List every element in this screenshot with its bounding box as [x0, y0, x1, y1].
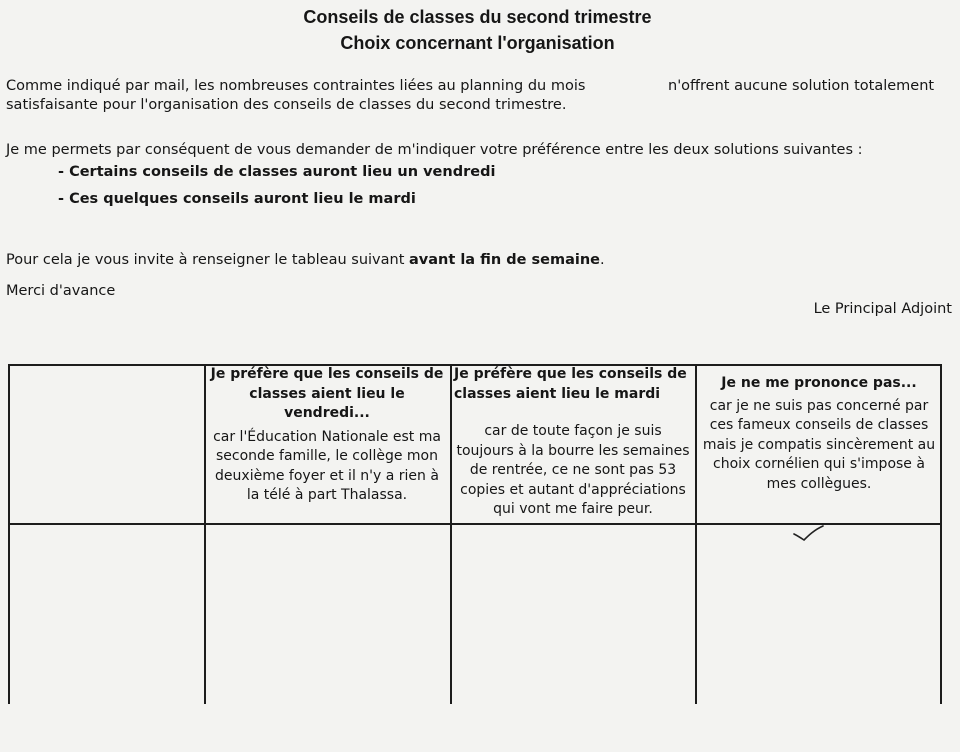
instruction-deadline: avant la fin de semaine: [409, 252, 601, 268]
table-left-border: [8, 364, 10, 704]
table-column-divider: [450, 364, 452, 704]
table-column-divider: [695, 364, 697, 704]
signature: Le Principal Adjoint: [813, 301, 952, 317]
thanks-line: Merci d'avance: [6, 283, 116, 299]
column-reason: car je ne suis pas concerné par ces fameux conseils de classes mais je compatis sincèrement au choix cornélien qui s'impose à mes collègues.: [702, 397, 936, 492]
table-column-divider: [204, 364, 206, 704]
document-subtitle: Choix concernant l'organisation: [340, 33, 615, 53]
instruction-text: Pour cela je vous invite à renseigner le tableau suivant: [6, 252, 410, 268]
intro-line-1-end: n'offrent aucune solution totalement: [668, 78, 935, 94]
intro-line-1-start: Comme indiqué par mail, les nombreuses contraintes liées au planning du mois: [6, 78, 586, 94]
request-line: Je me permets par conséquent de vous demander de m'indiquer votre préférence entre les deux solutions suivantes :: [6, 142, 863, 158]
option-tuesday: - Ces quelques conseils auront lieu le mardi: [58, 191, 416, 207]
column-heading: Je préfère que les conseils de classes aient lieu le mardi: [454, 366, 687, 402]
column-tuesday-header: [454, 365, 692, 520]
intro-line-2: satisfaisante pour l'organisation des conseils de classes du second trimestre.: [6, 97, 567, 113]
column-reason: car l'Éducation Nationale est ma seconde famille, le collège mon deuxième foyer et il n'y a rien à la télé à part Thalassa.: [213, 428, 441, 503]
document-title: Conseils de classes du second trimestre: [303, 7, 652, 27]
option-friday: - Certains conseils de classes auront lieu un vendredi: [58, 164, 496, 180]
column-heading: Je préfère que les conseils de classes aient lieu le vendredi...: [210, 366, 444, 421]
column-friday-header: [209, 365, 445, 506]
column-heading: Je ne me prononce pas...: [721, 375, 917, 391]
instruction-line: [6, 252, 605, 268]
column-abstain-header: [700, 374, 938, 494]
table-right-border: [940, 364, 942, 704]
column-reason: car de toute façon je suis toujours à la bourre les semaines de rentrée, ce ne sont pas 53 copies et autant d'appréciations qui vont me faire peur.: [456, 423, 690, 517]
checkmark-icon: [792, 525, 826, 547]
instruction-period: .: [600, 252, 605, 268]
